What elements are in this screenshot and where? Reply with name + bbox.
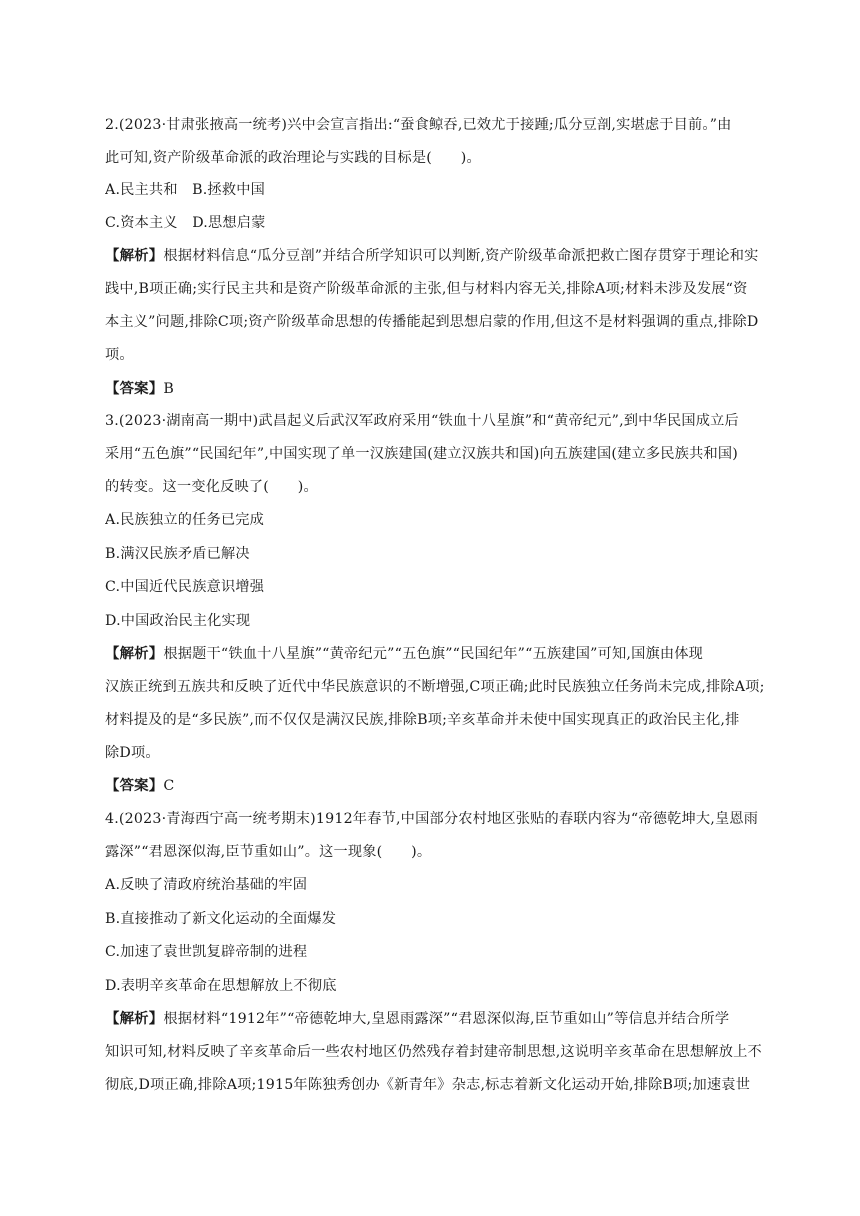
q3-stem-line-3: 的转变。这一变化反映了( )。 xyxy=(105,479,318,495)
q2-answer-line xyxy=(105,379,795,399)
q4-option-a: A.反映了清政府统治基础的牢固 xyxy=(105,877,308,893)
q3-analysis-line-2: 汉族正统到五族共和反映了近代中华民族意识的不断增强,C项正确;此时民族独立任务尚未完成,排除A项; xyxy=(105,679,765,695)
q4-option-d: D.表明辛亥革命在思想解放上不彻底 xyxy=(105,978,337,994)
q4-stem-line-2: 露深”“君恩深似海,臣节重如山”。这一现象( )。 xyxy=(105,844,432,860)
q4-analysis-line-2: 知识可知,材料反映了辛亥革命后一些农村地区仍然残存着封建帝制思想,这说明辛亥革命在思想解放上不 xyxy=(105,1044,762,1060)
q2-analysis-line-4: 项。 xyxy=(105,347,134,363)
q3-stem-line-2: 采用“五色旗”“民国纪年”,中国实现了单一汉族建国(建立汉族共和国)向五族建国(建立多民族共和国) xyxy=(105,446,738,462)
analysis-label: 【解析】 xyxy=(105,1011,164,1027)
q4-stem-line-1: 4.(2023·青海西宁高一统考期末)1912年春节,中国部分农村地区张贴的春联内容为“帝德乾坤大,皇恩雨 xyxy=(105,811,759,827)
q4-option-c: C.加速了袁世凯复辟帝制的进程 xyxy=(105,944,308,960)
q3-analysis-line-3: 材料提及的是“多民族”,而不仅仅是满汉民族,排除B项;辛亥革命并未使中国实现真正的政治民主化,排 xyxy=(105,712,740,728)
q4-analysis-line-1 xyxy=(105,1009,795,1029)
q2-stem-line-1: 2.(2023·甘肃张掖高一统考)兴中会宣言指出:“蚕食鲸吞,已效尤于接踵;瓜分豆剖,实堪虑于目前。”由 xyxy=(105,117,732,133)
q3-stem-line-1: 3.(2023·湖南高一期中)武昌起义后武汉军政府采用“铁血十八星旗”和“黄帝纪元”,到中华民国成立后 xyxy=(105,413,739,429)
q3-analysis-text-1: 根据题干“铁血十八星旗”“黄帝纪元”“五色旗”“民国纪年”“五族建国”可知,国旗由体现 xyxy=(163,646,704,662)
answer-label: 【答案】 xyxy=(105,778,164,794)
q2-answer-value: B xyxy=(163,381,175,397)
q2-analysis-line-1 xyxy=(105,246,795,266)
q2-analysis-text-1: 根据材料信息“瓜分豆剖”并结合所学知识可以判断,资产阶级革命派把救亡图存贯穿于理论和实 xyxy=(163,248,759,264)
q3-option-d: D.中国政治民主化实现 xyxy=(105,613,251,629)
analysis-label: 【解析】 xyxy=(105,248,164,264)
q4-option-b: B.直接推动了新文化运动的全面爆发 xyxy=(105,911,337,927)
q3-analysis-line-1 xyxy=(105,644,795,664)
q3-option-a: A.民族独立的任务已完成 xyxy=(105,512,265,528)
q2-analysis-line-3: 本主义”问题,排除C项;资产阶级革命思想的传播能起到思想启蒙的作用,但这不是材料强调的重点,排除D xyxy=(105,314,759,330)
q2-option-line-1: A.民主共和 B.拯救中国 xyxy=(105,182,265,198)
q2-option-line-2: C.资本主义 D.思想启蒙 xyxy=(105,215,266,231)
q3-answer-line xyxy=(105,776,795,796)
q2-stem-line-2: 此可知,资产阶级革命派的政治理论与实践的目标是( )。 xyxy=(105,150,481,166)
q3-answer-value: C xyxy=(163,778,175,794)
q3-option-c: C.中国近代民族意识增强 xyxy=(105,579,265,595)
q3-option-b: B.满汉民族矛盾已解决 xyxy=(105,546,250,562)
analysis-label: 【解析】 xyxy=(105,646,164,662)
answer-label: 【答案】 xyxy=(105,381,164,397)
q2-analysis-line-2: 践中,B项正确;实行民主共和是资产阶级革命派的主张,但与材料内容无关,排除A项;材料未涉及发展“资 xyxy=(105,281,748,297)
q4-analysis-line-3: 彻底,D项正确,排除A项;1915年陈独秀创办《新青年》杂志,标志着新文化运动开始,排除B项;加速袁世 xyxy=(105,1077,751,1093)
q3-analysis-line-4: 除D项。 xyxy=(105,745,160,761)
q4-analysis-text-1: 根据材料“1912年”“帝德乾坤大,皇恩雨露深”“君恩深似海,臣节重如山”等信息并结合所学 xyxy=(163,1011,730,1027)
